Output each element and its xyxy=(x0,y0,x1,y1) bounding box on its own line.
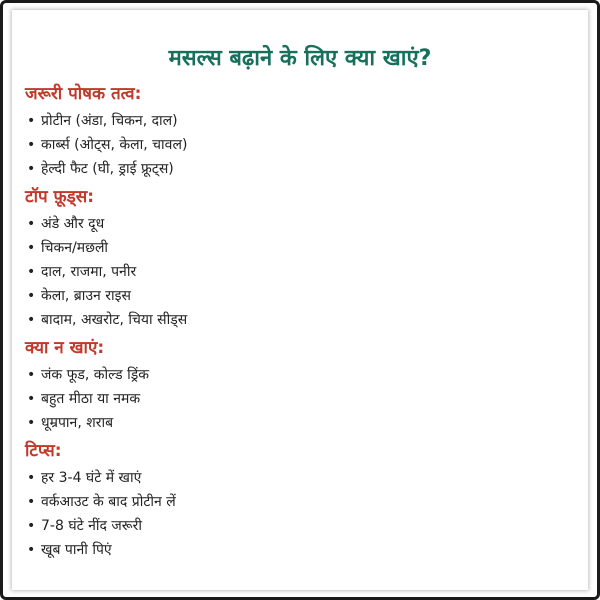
list-item: • हेल्दी फैट (घी, ड्राई फ्रूट्स) xyxy=(25,157,575,181)
list-item: • दाल, राजमा, पनीर xyxy=(25,260,575,284)
content xyxy=(25,82,575,566)
section-heading: जरूरी पोषक तत्व: xyxy=(25,84,142,104)
list-item: • चिकन/मछली xyxy=(25,236,575,260)
item-list xyxy=(25,363,575,435)
list-item: • केला, ब्राउन राइस xyxy=(25,284,575,308)
item-list xyxy=(25,466,575,562)
list-item: • प्रोटीन (अंडा, चिकन, दाल) xyxy=(25,109,575,133)
section-heading: टॉप फ़ूड्स: xyxy=(25,187,95,207)
list-item: • वर्कआउट के बाद प्रोटीन लें xyxy=(25,490,575,514)
list-item: • 7-8 घंटे नींद जरूरी xyxy=(25,514,575,538)
section-tips xyxy=(25,439,575,562)
list-item: • अंडे और दूध xyxy=(25,212,575,236)
list-item: • बादाम, अखरोट, चिया सीड्स xyxy=(25,308,575,332)
list-item: • कार्ब्स (ओट्स, केला, चावल) xyxy=(25,133,575,157)
section-heading: क्या न खाएं: xyxy=(25,338,105,358)
section-heading: टिप्स: xyxy=(25,441,62,461)
section-top-foods xyxy=(25,185,575,332)
list-item: • धूम्रपान, शराब xyxy=(25,411,575,435)
item-list xyxy=(25,212,575,332)
section-nutrients xyxy=(25,82,575,181)
list-item: • हर 3-4 घंटे में खाएं xyxy=(25,466,575,490)
page-title: मसल्स बढ़ाने के लिए क्या खाएं? xyxy=(168,46,432,71)
list-item: • बहुत मीठा या नमक xyxy=(25,387,575,411)
list-item: • खूब पानी पिएं xyxy=(25,538,575,562)
list-item: • जंक फूड, कोल्ड ड्रिंक xyxy=(25,363,575,387)
item-list xyxy=(25,109,575,181)
card xyxy=(12,10,588,590)
section-avoid xyxy=(25,336,575,435)
